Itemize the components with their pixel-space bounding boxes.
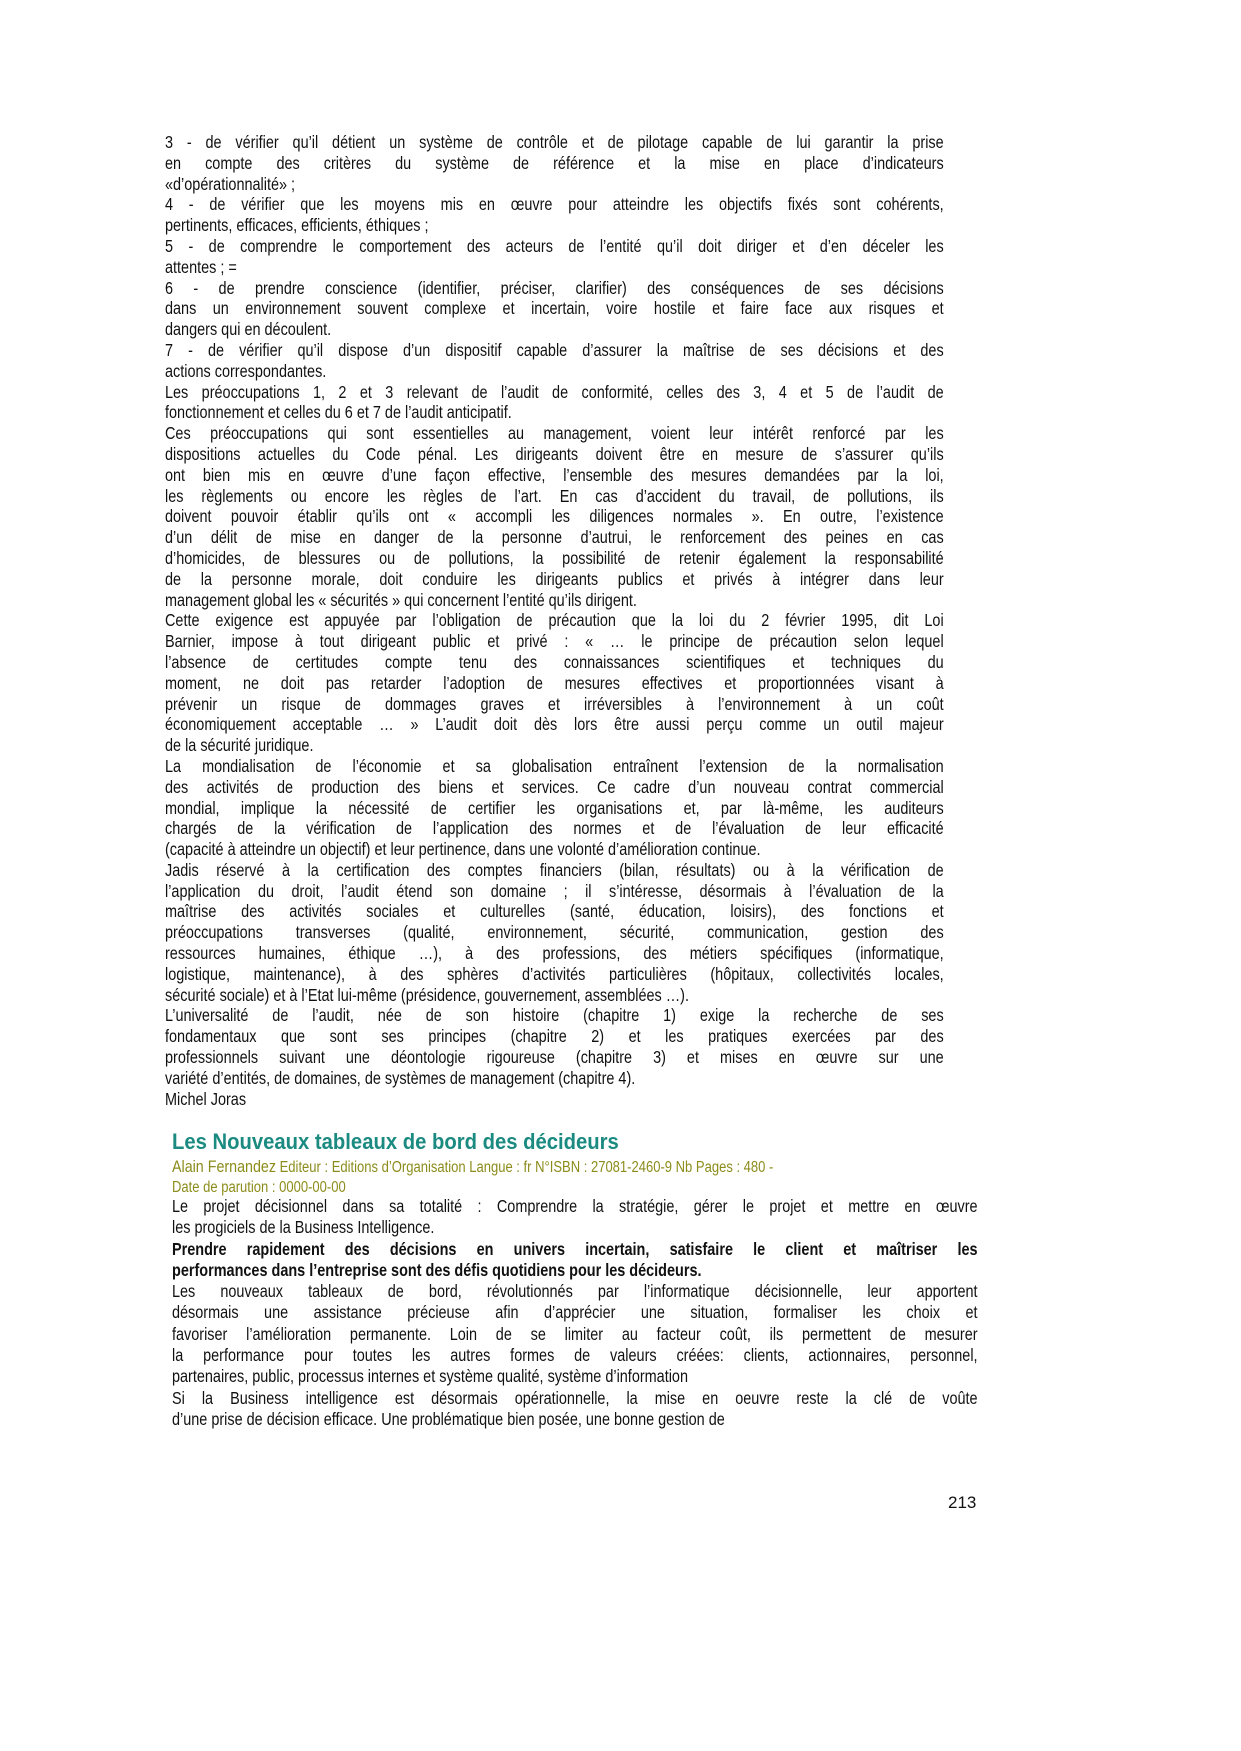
text-line: d’un délit de mise en danger de la personne d’autrui, le renforcement des peines en cas — [165, 527, 944, 548]
text-line: fonctionnement et celles du 6 et 7 de l’audit anticipatif. — [165, 402, 512, 423]
text-line: professionnels suivant une déontologie rigoureuse (chapitre 3) et mises en œuvre sur une — [165, 1047, 944, 1068]
text-line: 7 - de vérifier qu’il dispose d’un dispositif capable d’assurer la maîtrise de ses décisions et des — [165, 339, 944, 360]
text-line: Michel Joras — [165, 1088, 247, 1109]
text-line: sécurité sociale) et à l’Etat lui-même (présidence, gouvernement, assemblées …). — [165, 984, 689, 1005]
paragraph — [172, 1239, 978, 1282]
text-line: les règlements ou encore les règles de l’art. En cas d’accident du travail, de pollutions, ils — [165, 485, 944, 506]
text-line: L’universalité de l’audit, née de son histoire (chapitre 1) exige la recherche de ses — [165, 1005, 944, 1026]
text-line: dans un environnement souvent complexe et incertain, voire hostile et faire face aux risques et — [165, 298, 944, 319]
paragraph — [165, 423, 944, 610]
paragraph — [165, 236, 944, 278]
paragraph — [172, 1196, 978, 1239]
text-line: maîtrise des activités sociales et culturelles (santé, éducation, loisirs), des fonctions et — [165, 901, 944, 922]
text-line: désormais une assistance précieuse afin d’apprécier une situation, formaliser les choix et — [172, 1302, 978, 1323]
text-line: l’absence de certitudes compte tenu des connaissances scientifiques et techniques du — [165, 651, 944, 672]
text-line: 4 - de vérifier que les moyens mis en œuvre pour atteindre les objectifs fixés sont cohérents, — [165, 194, 944, 215]
text-line: dangers qui en découlent. — [165, 319, 332, 340]
text-line: attentes ; = — [165, 256, 237, 277]
text-line: Ces préoccupations qui sont essentielles au management, voient leur intérêt renforcé par les — [165, 423, 944, 444]
page-number: 213 — [948, 1493, 977, 1512]
text-line: pertinents, efficaces, efficients, éthiques ; — [165, 215, 429, 236]
text-line: (capacité à atteindre un objectif) et leur pertinence, dans une volonté d’amélioration continue. — [165, 839, 761, 860]
paragraph — [165, 340, 944, 382]
text-line: Jadis réservé à la certification des comptes financiers (bilan, résultats) ou à la vérification de — [165, 859, 944, 880]
text-line: 6 - de prendre conscience (identifier, préciser, clarifier) des conséquences de ses décisions — [165, 277, 944, 298]
text-line: Barnier, impose à tout dirigeant public et privé : « … le principe de précaution selon lequel — [165, 631, 944, 652]
essay-body — [165, 132, 944, 1109]
book-author: Alain Fernandez — [172, 1157, 277, 1176]
book-publication-date: Date de parution : 0000-00-00 — [172, 1179, 346, 1196]
text-line: performances dans l’entreprise sont des défis quotidiens pour les décideurs. — [172, 1259, 702, 1280]
text-line: économiquement acceptable … » L’audit doit dès lors être aussi perçu comme un outil majeur — [165, 714, 944, 735]
text-line: doivent pouvoir établir qu’ils ont « accompli les diligences normales ». En outre, l’existence — [165, 506, 944, 527]
text-line: 5 - de comprendre le comportement des acteurs de l’entité qu’il doit diriger et d’en déceler les — [165, 235, 944, 256]
text-line: variété d’entités, de domaines, de systèmes de management (chapitre 4). — [165, 1067, 636, 1088]
book-description — [172, 1196, 978, 1430]
book-title: Les Nouveaux tableaux de bord des décideurs — [172, 1129, 619, 1154]
paragraph — [165, 1089, 944, 1110]
text-line: Le projet décisionnel dans sa totalité : Comprendre la stratégie, gérer le projet et mettre en œuvre — [172, 1196, 978, 1216]
paragraph — [165, 278, 944, 340]
paragraph — [165, 382, 944, 424]
text-line: Cette exigence est appuyée par l’obligation de précaution que la loi du 2 février 1995, dit Loi — [165, 610, 944, 631]
text-line: l’application du droit, l’audit étend son domaine ; il s’intéresse, désormais à l’évaluation de la — [165, 880, 944, 901]
book-meta — [172, 1157, 978, 1198]
text-line: préoccupations transverses (qualité, environnement, sécurité, communication, gestion des — [165, 922, 944, 943]
paragraph — [165, 756, 944, 860]
text-line: management global les « sécurités » qui concernent l’entité qu’ils dirigent. — [165, 589, 637, 610]
text-line: mondial, implique la nécessité de certifier les organisations et, par là-même, les auditeurs — [165, 797, 944, 818]
text-line: moment, ne doit pas retarder l’adoption de mesures effectives et proportionnées visant à — [165, 672, 944, 693]
text-line: en compte des critères du système de référence et la mise en place d’indicateurs — [165, 152, 944, 173]
paragraph — [165, 860, 944, 1006]
text-line: d’homicides, de blessures ou de pollutions, la possibilité de retenir également la responsabilité — [165, 547, 944, 568]
text-line: ont bien mis en œuvre d’une façon effective, l’ensemble des mesures demandées par la loi, — [165, 464, 944, 485]
text-line: fondamentaux que sont ses principes (chapitre 2) et les pratiques exercées par des — [165, 1026, 944, 1047]
text-line: les progiciels de la Business Intelligence. — [172, 1217, 435, 1238]
text-line: de la sécurité juridique. — [165, 735, 314, 756]
text-line: favoriser l’amélioration permanente. Loin de se limiter au facteur coût, ils permettent de mesurer — [172, 1323, 978, 1344]
text-line: partenaires, public, processus internes et système qualité, système d’information — [172, 1366, 688, 1387]
text-line: ressources humaines, éthique …), à des professions, des métiers spécifiques (informatique, — [165, 943, 944, 964]
text-line: la performance pour toutes les autres formes de valeurs créées: clients, actionnaires, personnel, — [172, 1345, 978, 1366]
paragraph — [165, 610, 944, 756]
paragraph — [165, 194, 944, 236]
text-line: Les préoccupations 1, 2 et 3 relevant de l’audit de conformité, celles des 3, 4 et 5 de l’audit de — [165, 381, 944, 402]
paragraph — [165, 1005, 944, 1088]
paragraph — [172, 1281, 978, 1387]
paragraph — [172, 1388, 978, 1431]
text-line: chargés de la vérification de l’application des normes et de l’évaluation de leur efficacité — [165, 818, 944, 839]
book-publisher-info: Editeur : Editions d’Organisation Langue : fr N°ISBN : 27081-2460-9 Nb Pages : 480 - — [276, 1159, 774, 1176]
text-line: Prendre rapidement des décisions en univers incertain, satisfaire le client et maîtriser les — [172, 1238, 978, 1259]
text-line: d’une prise de décision efficace. Une problématique bien posée, une bonne gestion de — [172, 1408, 725, 1429]
text-line: logistique, maintenance), à des sphères d’activités particulières (hôpitaux, collectivités locales, — [165, 963, 944, 984]
text-line: La mondialisation de l’économie et sa globalisation entraînent l’extension de la normalisation — [165, 755, 944, 776]
text-line: dispositions actuelles du Code pénal. Les dirigeants doivent être en mesure de s’assurer qu’ils — [165, 443, 944, 464]
text-line: Les nouveaux tableaux de bord, révolutionnés par l’informatique décisionnelle, leur apportent — [172, 1281, 978, 1302]
text-line: «d’opérationnalité» ; — [165, 173, 296, 194]
text-line: prévenir un risque de dommages graves et irréversibles à l’environnement à un coût — [165, 693, 944, 714]
text-line: des activités de production des biens et services. Ce cadre d’un nouveau contrat commercial — [165, 776, 944, 797]
text-line: 3 - de vérifier qu’il détient un système de contrôle et de pilotage capable de lui garantir la prise — [165, 132, 944, 152]
text-line: Si la Business intelligence est désormais opérationnelle, la mise en oeuvre reste la clé de voûte — [172, 1387, 978, 1408]
text-line: actions correspondantes. — [165, 360, 327, 381]
paragraph — [165, 132, 944, 194]
text-line: de la personne morale, doit conduire les dirigeants publics et privés à intégrer dans leur — [165, 568, 944, 589]
